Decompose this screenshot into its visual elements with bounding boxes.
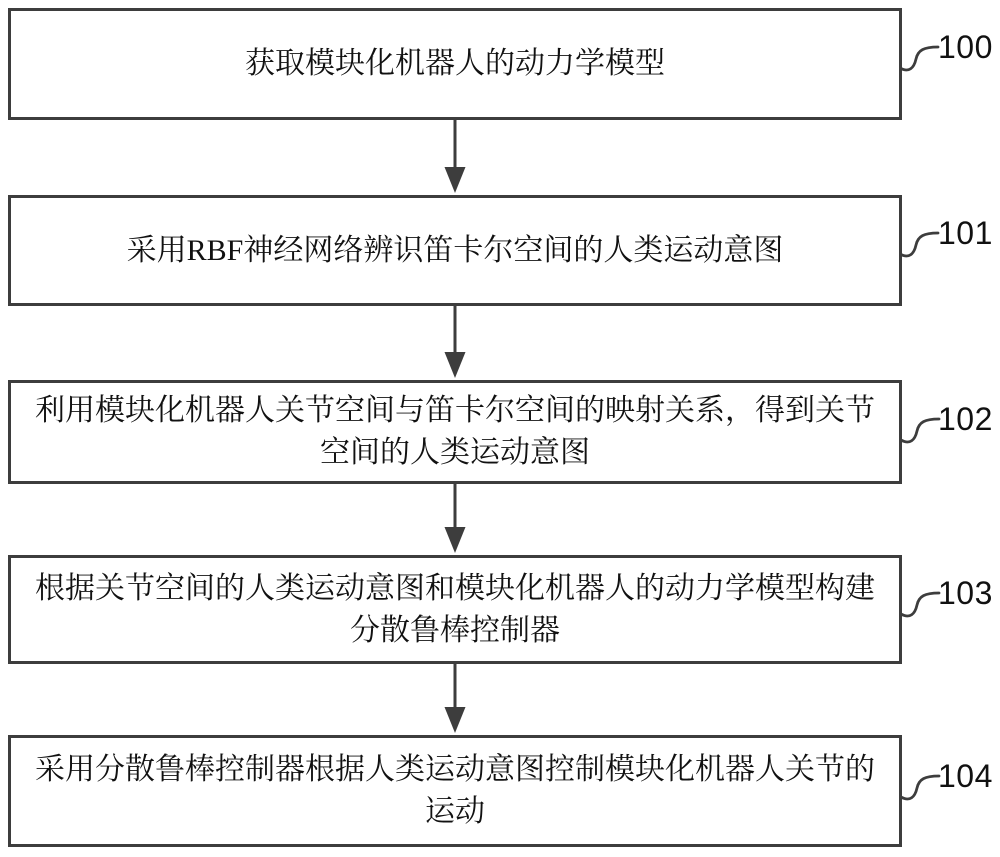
step-box-102 — [8, 380, 902, 484]
flow-arrow-3 — [445, 484, 466, 553]
arrowhead-icon — [445, 352, 466, 378]
flow-arrow-1 — [445, 120, 466, 193]
ref-leader-102 — [901, 419, 939, 442]
step-box-104 — [8, 735, 902, 847]
step-text: 运动 — [425, 795, 485, 828]
ref-numeral-102: 102 — [938, 401, 993, 437]
flow-arrow-2 — [445, 306, 466, 378]
ref-leader-100 — [900, 47, 938, 70]
ref-numeral-104: 104 — [938, 758, 993, 794]
ref-numeral-103: 103 — [938, 575, 993, 611]
arrowhead-icon — [445, 167, 466, 193]
ref-leader-104 — [901, 776, 939, 799]
step-text: 空间的人类运动意图 — [320, 436, 590, 469]
step-text: 采用分散鲁棒控制器根据人类运动意图控制模块化机器人关节的 — [35, 753, 875, 786]
step-box-101 — [8, 195, 902, 306]
flow-arrow-4 — [445, 664, 466, 733]
step-text: 利用模块化机器人关节空间与笛卡尔空间的映射关系，得到关节 — [35, 394, 875, 427]
step-text: 根据关节空间的人类运动意图和模块化机器人的动力学模型构建 — [35, 571, 875, 605]
ref-numeral-100: 100 — [938, 29, 993, 65]
ref-leader-103 — [901, 593, 939, 616]
step-box-103 — [8, 555, 902, 664]
step-text: 采用RBF神经网络辨识笛卡尔空间的人类运动意图 — [126, 233, 784, 267]
step-text: 分散鲁棒控制器 — [350, 613, 560, 647]
step-box-100 — [8, 8, 902, 120]
ref-leader-101 — [900, 233, 938, 256]
step-text: 获取模块化机器人的动力学模型 — [245, 47, 665, 80]
arrowhead-icon — [445, 707, 466, 733]
arrowhead-icon — [445, 527, 466, 553]
ref-numeral-101: 101 — [938, 215, 993, 251]
